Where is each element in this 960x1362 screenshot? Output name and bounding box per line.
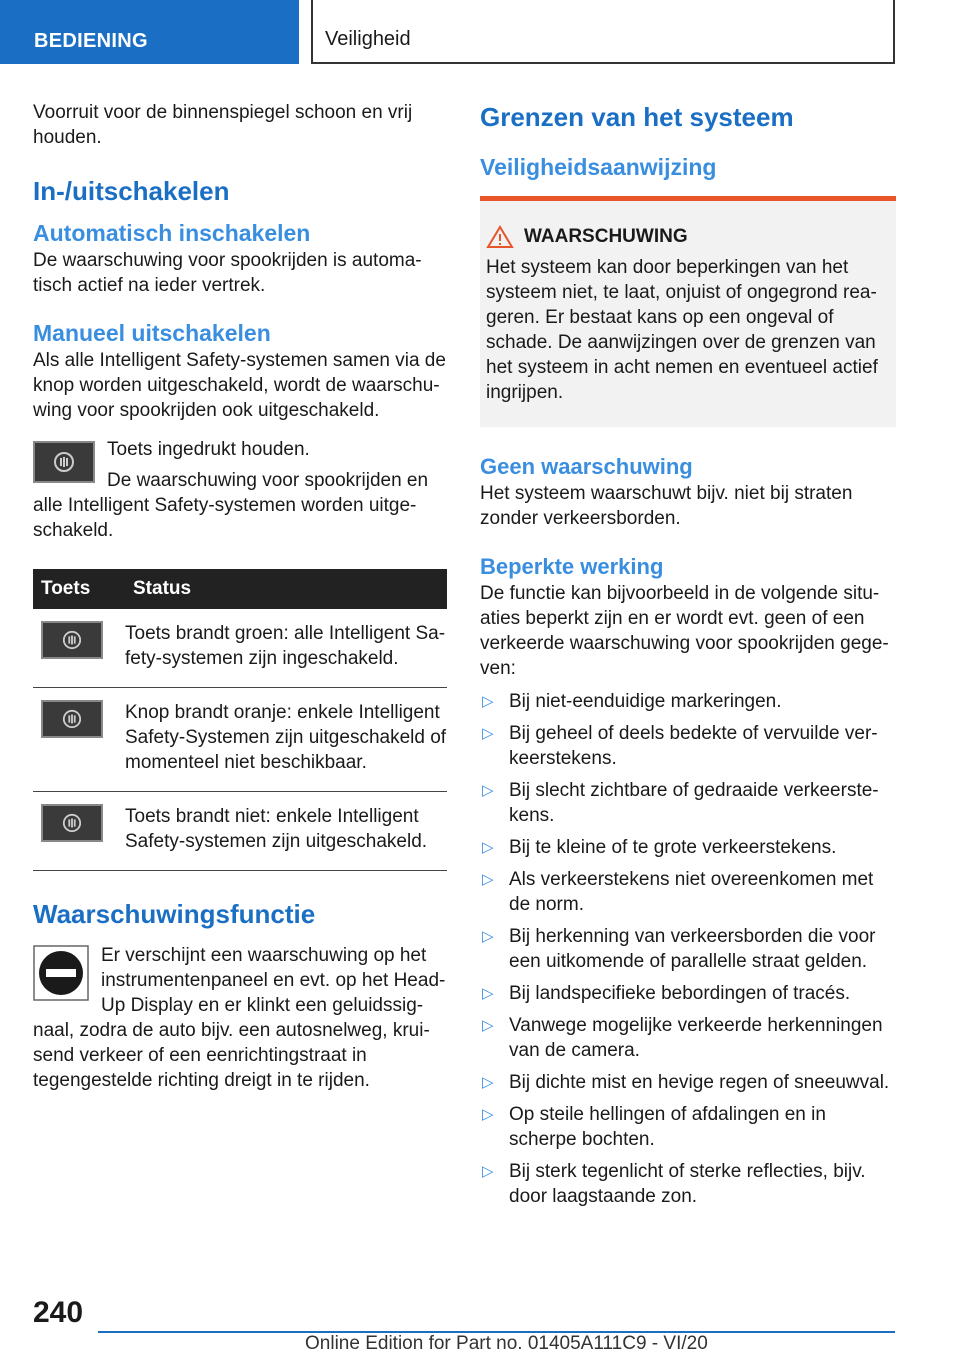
list-item: ▷ Vanwege mogelijke verkeerde herkenningen van de camera.	[482, 1015, 883, 1061]
list-item: ▷ Bij te kleine of te grote verkeerstekens.	[482, 837, 837, 858]
safety-button-icon	[41, 621, 103, 659]
warning-box	[480, 196, 896, 427]
heading-veiligheidsaanwijzing: Veiligheidsaanwijzing	[480, 154, 717, 180]
status-table	[33, 569, 447, 871]
warning-title-text: WAARSCHUWING	[524, 226, 688, 247]
safety-button-icon	[33, 441, 95, 483]
warning-text: Het systeem kan door beperkingen van het systeem niet, te laat, onjuist of ongegrond rea-geren. Er bestaat kans op een ongeval of schade. De aanwijzingen over de grenzen van het systeem in acht nemen en eventueel actief ingrijpen.	[486, 257, 878, 403]
bullet-arrow-icon: ▷	[482, 839, 494, 856]
table-cell-status: Knop brandt oranje: enkele Intelligent Safety-Systemen zijn uitgeschakeld of momenteel niet beschikbaar.	[125, 688, 447, 792]
table-cell-status: Toets brandt niet: enkele Intelligent Safety-systemen zijn uitgeschakeld.	[125, 792, 447, 871]
limited-text: De functie kan bijvoorbeeld in de volgende situ-aties beperkt zijn en er wordt evt. geen of een verkeerde waarschuwing voor spookrijden gege-ven:	[480, 583, 889, 679]
warning-triangle-icon	[486, 225, 514, 249]
bullet-arrow-icon: ▷	[482, 871, 494, 888]
bullet-arrow-icon: ▷	[482, 1106, 494, 1123]
header-chapter: Veiligheid	[311, 0, 895, 64]
press-text: Toets ingedrukt houden.	[107, 439, 310, 460]
bullet-arrow-icon: ▷	[482, 725, 494, 742]
warning-title	[486, 225, 888, 249]
left-column	[33, 100, 447, 1093]
safety-button-icon	[41, 804, 103, 842]
button-instruction	[33, 437, 447, 543]
table-row	[33, 688, 447, 792]
bullet-arrow-icon: ▷	[482, 782, 494, 799]
bullet-arrow-icon: ▷	[482, 1017, 494, 1034]
list-item: ▷ Bij dichte mist en hevige regen of sneeuwval.	[482, 1072, 890, 1093]
heading-beperkte-werking: Beperkte werking	[480, 554, 664, 579]
function-block	[33, 943, 447, 1093]
table-row	[33, 609, 447, 688]
list-item: ▷ Bij herkenning van verkeersborden die voor een uitkomende of parallelle straat gelden.	[482, 926, 876, 972]
table-header-status: Status	[125, 569, 447, 609]
list-item: ▷ Bij geheel of deels bedekte of vervuilde ver-keerstekens.	[482, 723, 878, 769]
list-item: ▷ Bij niet-eenduidige markeringen.	[482, 691, 782, 712]
table-header-key: Toets	[33, 569, 125, 609]
list-item: ▷ Als verkeerstekens niet overeenkomen met de norm.	[482, 869, 874, 915]
list-item: ▷ Bij slecht zichtbare of gedraaide verkeerste-kens.	[482, 780, 879, 826]
heading-waarschuwingsfunctie: Waarschuwingsfunctie	[33, 899, 316, 929]
safety-button-icon	[41, 700, 103, 738]
limitation-list	[480, 689, 896, 1209]
no-entry-icon	[33, 945, 89, 1001]
heading-grenzen: Grenzen van het systeem	[480, 102, 794, 132]
list-item: ▷ Bij sterk tegenlicht of sterke reflecties, bijv. door laagstaande zon.	[482, 1161, 866, 1207]
intro-text: Voorruit voor de binnenspiegel schoon en vrij houden.	[33, 102, 413, 148]
heading-geen-waarschuwing: Geen waarschuwing	[480, 454, 693, 479]
list-item: ▷ Op steile hellingen of afdalingen en in scherpe bochten.	[482, 1104, 826, 1150]
bullet-arrow-icon: ▷	[482, 1074, 494, 1091]
table-row	[33, 792, 447, 871]
heading-in-uitschakelen: In-/uitschakelen	[33, 176, 230, 206]
heading-manueel-uitschakelen: Manueel uitschakelen	[33, 320, 271, 346]
header-section: BEDIENING	[0, 0, 299, 64]
list-item: ▷ Bij landspecifieke bebordingen of tracés.	[482, 983, 851, 1004]
bullet-arrow-icon: ▷	[482, 1163, 494, 1180]
auto-text: De waarschuwing voor spookrijden is automa-tisch actief na ieder vertrek.	[33, 250, 422, 296]
bullet-arrow-icon: ▷	[482, 693, 494, 710]
heading-automatisch-inschakelen: Automatisch inschakelen	[33, 220, 311, 246]
manual-text: Als alle Intelligent Safety-systemen samen via de knop worden uitgeschakeld, wordt de waarschu-wing voor spookrijden ook uitgeschakeld.	[33, 350, 446, 421]
bullet-arrow-icon: ▷	[482, 928, 494, 945]
footer-edition: Online Edition for Part no. 01405A111C9 - VI/20	[305, 1333, 708, 1354]
page-number: 240	[33, 1296, 84, 1329]
bullet-arrow-icon: ▷	[482, 985, 494, 1002]
press-result: De waarschuwing voor spookrijden en alle Intelligent Safety-systemen worden uitge-schakeld.	[33, 470, 429, 541]
table-cell-status: Toets brandt groen: alle Intelligent Sa-fety-systemen zijn ingeschakeld.	[125, 609, 447, 688]
function-text: Er verschijnt een waarschuwing op het instrumentenpaneel en evt. op het Head-Up Display en er klinkt een geluidssig-naal, zodra de auto bijv. een autosnelweg, krui-send verkeer of een eenrichtingstraat in tegengestelde richting dreigt in te rijden.	[33, 945, 446, 1091]
nowarn-text: Het systeem waarschuwt bijv. niet bij straten zonder verkeersborden.	[480, 483, 853, 529]
right-column	[480, 100, 896, 1216]
